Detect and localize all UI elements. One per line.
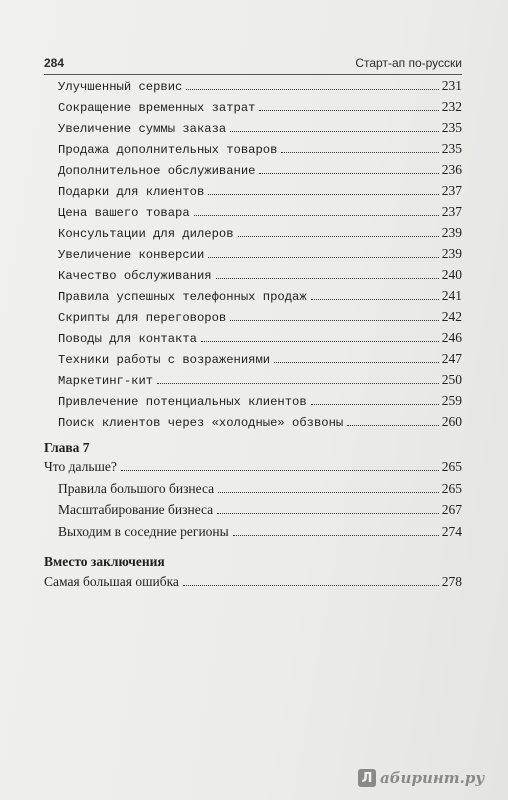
toc-entry [58, 329, 462, 347]
toc-entry [58, 501, 462, 519]
toc-entry-title: Улучшенный сервис [58, 80, 183, 94]
toc-entry-page: 232 [441, 99, 462, 114]
toc-entry [58, 203, 462, 221]
labirint-watermark [358, 766, 484, 790]
toc-entry-page: 260 [441, 414, 462, 429]
toc-entry-title: Подарки для клиентов [58, 185, 205, 199]
toc-entry-page: 239 [441, 246, 462, 261]
watermark-text: абиринт.ру [380, 769, 485, 787]
toc-entry-title: Увеличение суммы заказа [58, 122, 227, 136]
toc-entry-page: 236 [441, 162, 462, 177]
toc-entry-title: Продажа дополнительных товаров [58, 143, 278, 157]
dot-leader [216, 278, 439, 279]
toc-entry-title: Увеличение конверсии [58, 248, 205, 262]
toc-entry [58, 392, 462, 410]
toc-entry-page: 235 [441, 141, 462, 156]
toc-entry-title: Сокращение временных затрат [58, 101, 256, 115]
toc-entry-title: Техники работы с возражениями [58, 353, 271, 367]
toc-entry-page: 242 [441, 309, 462, 324]
dot-leader [233, 535, 439, 536]
dot-leader [230, 320, 439, 321]
dot-leader [347, 425, 439, 426]
toc-entry [58, 523, 462, 541]
toc-entry-page: 237 [441, 204, 462, 219]
toc-entry-page: 231 [441, 78, 462, 93]
running-title: Старт-ап по-русски [355, 56, 462, 70]
dot-leader [311, 299, 439, 300]
toc-entry-page: 250 [441, 372, 462, 387]
toc-entry-page: 247 [441, 351, 462, 366]
toc-entry-page: 241 [441, 288, 462, 303]
toc-entry-title: Поводы для контакта [58, 332, 197, 346]
toc-entry [58, 119, 462, 137]
dot-leader [238, 236, 439, 237]
toc-entry-page: 235 [441, 120, 462, 135]
dot-leader [183, 585, 439, 586]
toc-entry-page: 278 [441, 574, 462, 589]
toc-entry-title: Маркетинг-кит [58, 374, 154, 388]
toc-entry-title: Качество обслуживания [58, 269, 212, 283]
toc-entry [58, 371, 462, 389]
toc-entry [58, 350, 462, 368]
toc-entry [58, 413, 462, 431]
toc-entry [58, 224, 462, 242]
dot-leader [218, 492, 439, 493]
toc-entry-title: Выходим в соседние регионы [58, 524, 229, 539]
dot-leader [157, 383, 439, 384]
dot-leader [186, 89, 438, 90]
conclusion-heading: Вместо заключения [44, 554, 165, 569]
toc-entry [58, 182, 462, 200]
dot-leader [311, 404, 439, 405]
toc-entry-page: 237 [441, 183, 462, 198]
toc-entry-title: Цена вашего товара [58, 206, 190, 220]
toc-entry-page: 265 [441, 481, 462, 496]
toc-entry-title: Правила большого бизнеса [58, 481, 215, 496]
toc-entry-page: 240 [441, 267, 462, 282]
chapter-heading: Глава 7 [44, 440, 90, 455]
page-number: 284 [44, 56, 65, 70]
toc-entry [58, 480, 462, 498]
toc-entry-title: Поиск клиентов через «холодные» обзвоны [58, 416, 344, 430]
dot-leader [274, 362, 439, 363]
toc-entry-title: Самая большая ошибка [44, 574, 179, 589]
toc-entry-page: 259 [441, 393, 462, 408]
dot-leader [230, 131, 439, 132]
toc-entry-title: Привлечение потенциальных клиентов [58, 395, 307, 409]
toc-entry [58, 308, 462, 326]
toc-entry-title: Правила успешных телефонных продаж [58, 290, 307, 304]
dot-leader [208, 194, 438, 195]
dot-leader [259, 110, 438, 111]
toc-entry [58, 98, 462, 116]
labirint-logo-icon: Л [358, 769, 376, 787]
dot-leader [121, 470, 439, 471]
toc-chapter-main-entry [44, 573, 462, 591]
toc-entry-title: Скрипты для переговоров [58, 311, 227, 325]
toc-entry-page: 267 [441, 502, 462, 517]
toc-entry [58, 140, 462, 158]
toc-entry-title: Что дальше? [44, 459, 117, 474]
toc-entry-page: 274 [441, 524, 462, 539]
dot-leader [208, 257, 438, 258]
toc-entry-page: 265 [441, 459, 462, 474]
toc-entry-page: 239 [441, 225, 462, 240]
dot-leader [217, 513, 439, 514]
dot-leader [201, 341, 439, 342]
toc-entry [58, 245, 462, 263]
toc-entry [58, 161, 462, 179]
dot-leader [194, 215, 439, 216]
toc-entry-title: Дополнительное обслуживание [58, 164, 256, 178]
dot-leader [259, 173, 438, 174]
toc-entry-page: 246 [441, 330, 462, 345]
header-rule [44, 74, 462, 75]
dot-leader [281, 152, 438, 153]
toc-entry-title: Консультации для дилеров [58, 227, 234, 241]
toc-entry [58, 287, 462, 305]
toc-chapter-main-entry [44, 458, 462, 476]
toc-entry [58, 77, 462, 95]
page-header [44, 54, 462, 74]
toc-entry-title: Масштабирование бизнеса [58, 502, 214, 517]
toc-entry [58, 266, 462, 284]
